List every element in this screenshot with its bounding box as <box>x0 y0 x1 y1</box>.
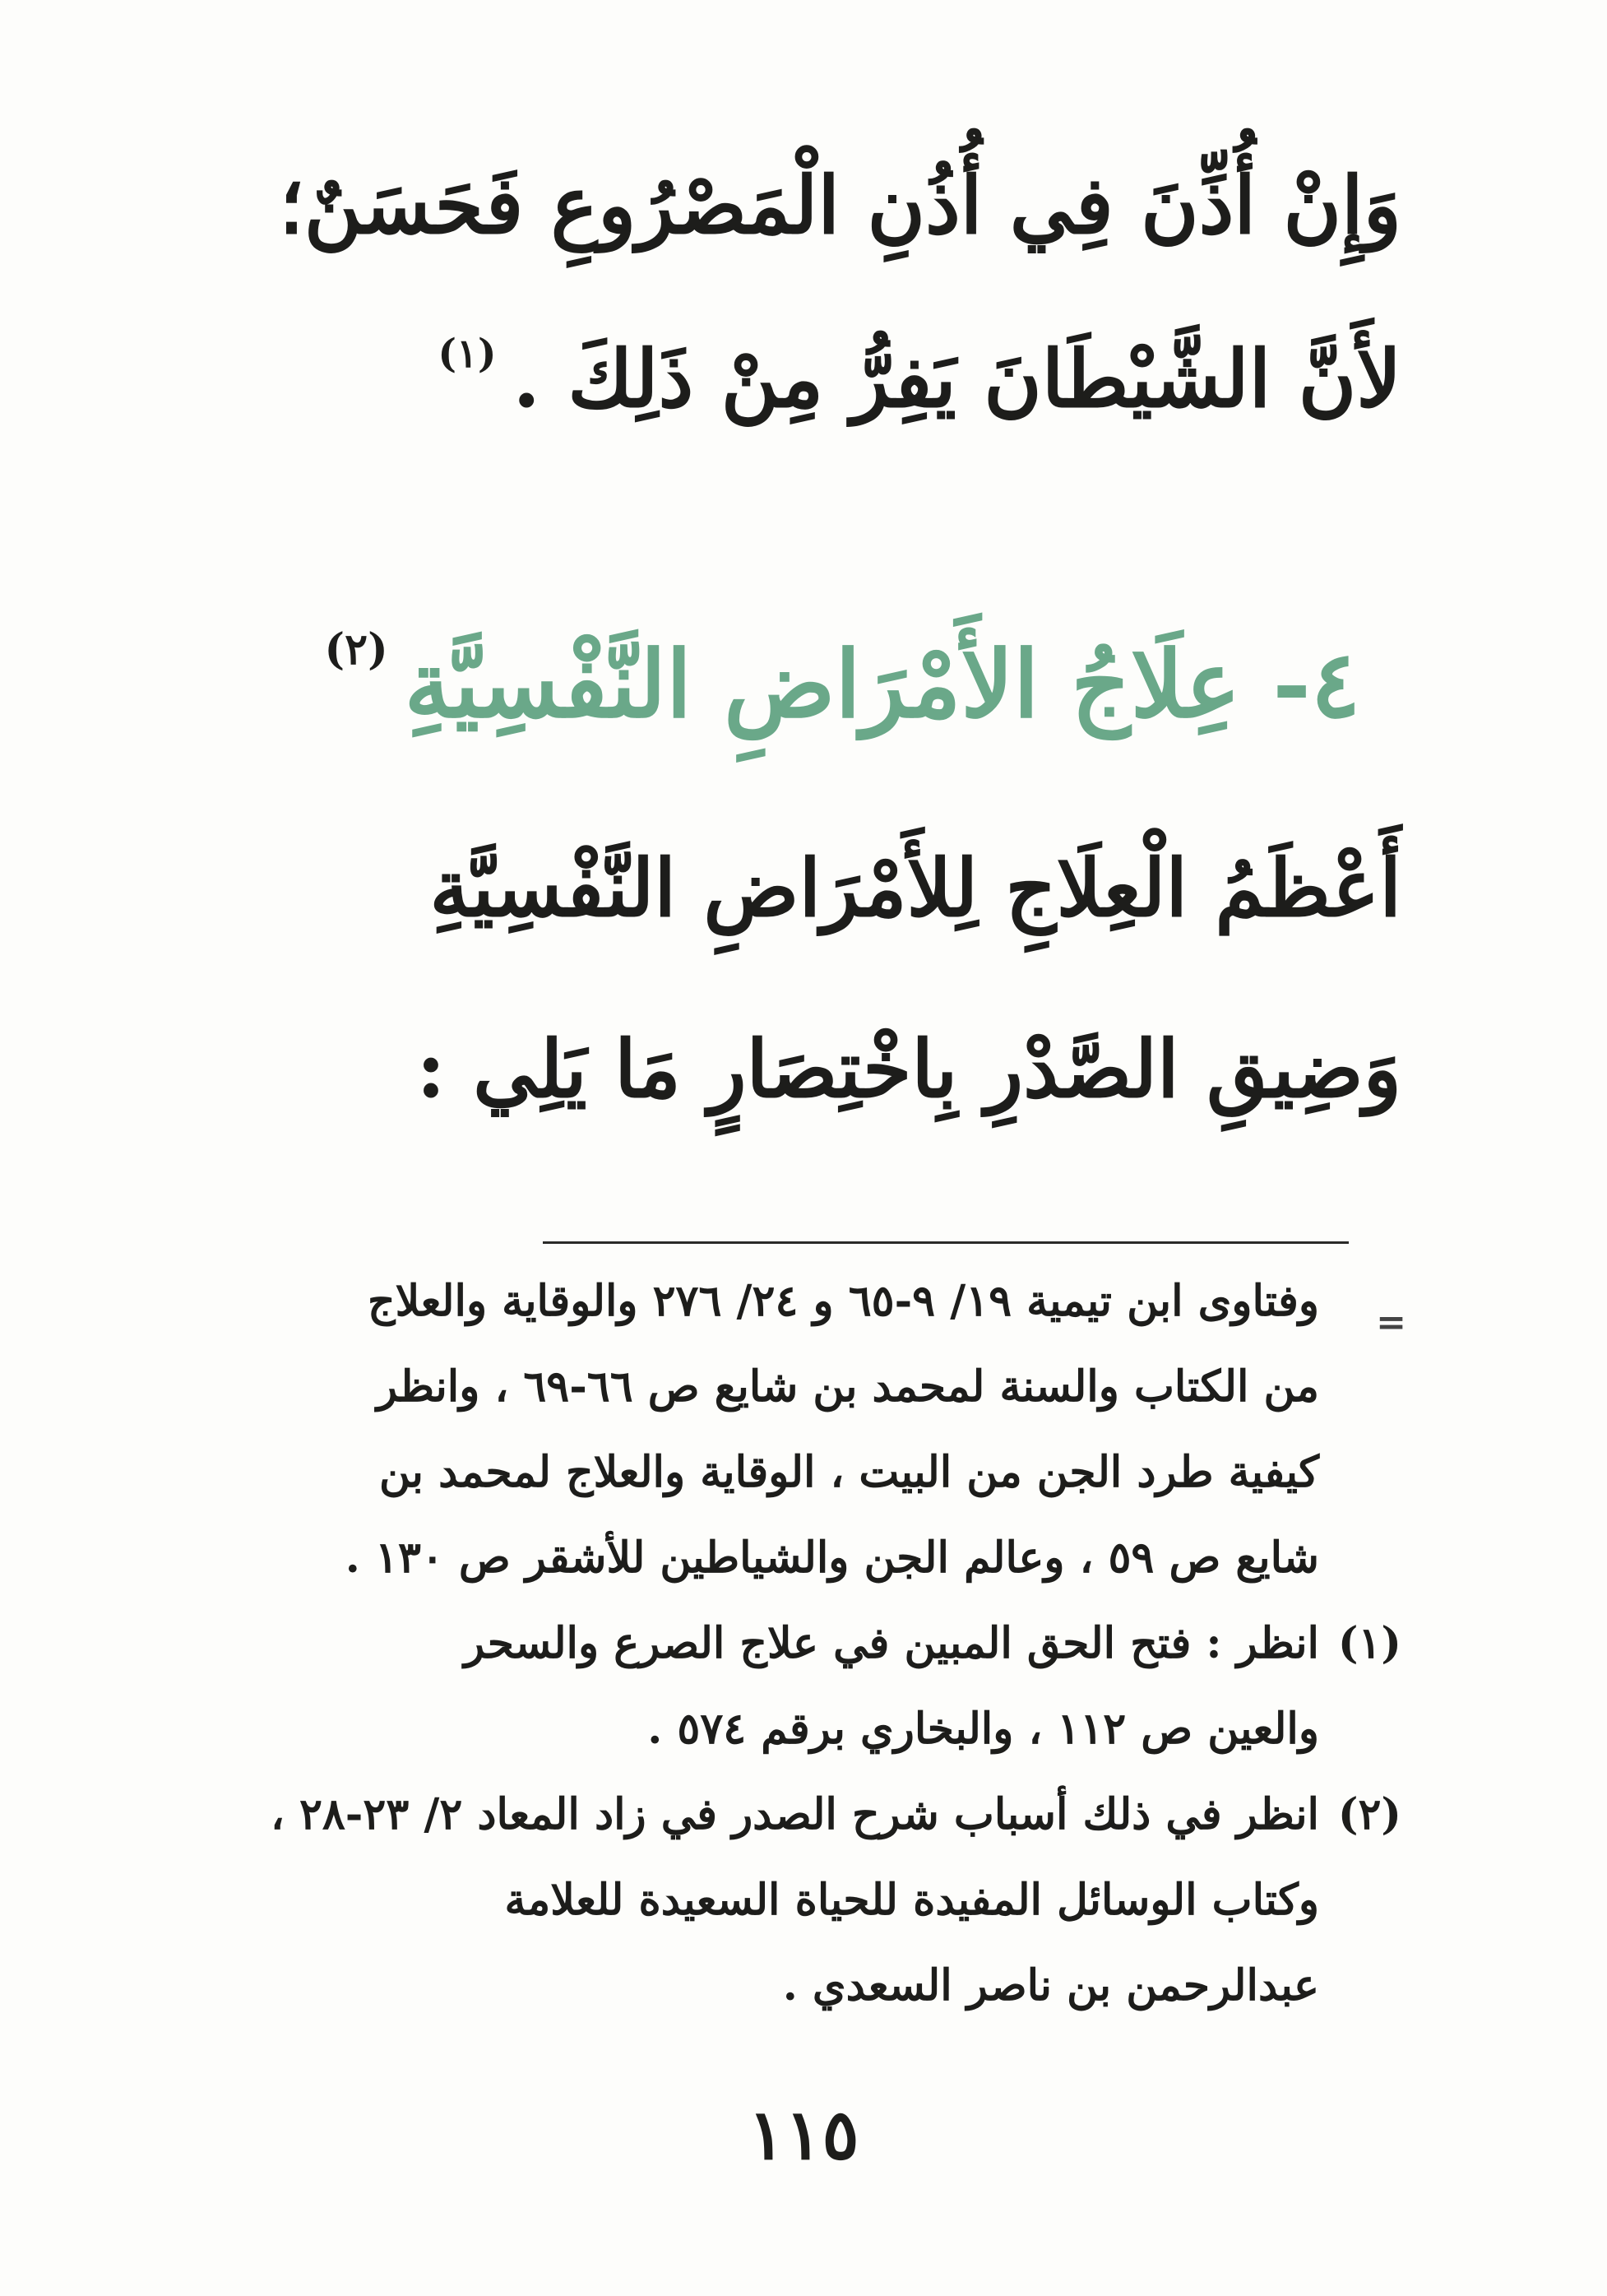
footnote-2 <box>164 1772 1401 1858</box>
footnote-ref-2: (٢) <box>324 624 388 675</box>
footnote-text: انظر في ذلك أسباب شرح الصدر في زاد المعاد ٢/ ٢٣-٢٨ ، <box>271 1789 1319 1839</box>
footnote-2-line: وكتاب الوسائل المفيدة للحياة السعيدة للعلامة <box>504 1875 1319 1925</box>
body-line-2 <box>164 296 1401 437</box>
footnote-1 <box>164 1601 1401 1686</box>
heading-text: ٤- عِلَاجُ الأَمْرَاضِ النَّفْسِيَّةِ <box>404 631 1360 739</box>
section-heading <box>206 584 1360 751</box>
footnote-continuation-line: شايع ص ٥٩ ، وعالم الجن والشياطين للأشقر ص ١٣٠ . <box>345 1533 1319 1583</box>
body-line-1 <box>164 148 1401 263</box>
footnote-number: (٢) <box>1337 1789 1401 1839</box>
footnote-text: انظر : فتح الحق المبين في علاج الصرع والسحر <box>464 1618 1319 1668</box>
footnote-number: (١) <box>1337 1618 1401 1668</box>
intro-line-2 <box>164 1012 1401 1127</box>
body-text: وَإِنْ أُذِّنَ فِي أُذُنِ الْمَصْرُوعِ فَحَسَنٌ؛ <box>279 159 1401 252</box>
intro-text: وَضِيقِ الصَّدْرِ بِاخْتِصَارٍ مَا يَلِي : <box>416 1023 1401 1116</box>
intro-line-1 <box>164 831 1401 946</box>
continuation-mark: = <box>1376 1301 1406 1343</box>
footnote-2-line: عبدالرحمن بن ناصر السعدي . <box>782 1960 1319 2011</box>
footnote-1-line: والعين ص ١١٢ ، والبخاري برقم ٥٧٤ . <box>647 1704 1319 1754</box>
footnote-continuation-line: كيفية طرد الجن من البيت ، الوقاية والعلاج لمحمد بن <box>378 1447 1319 1497</box>
footnote-ref-1: (١) <box>438 331 497 377</box>
footnotes <box>164 1259 1406 2029</box>
intro-text: أَعْظَمُ الْعِلَاجِ لِلأَمْرَاضِ النَّفْسِيَّةِ <box>429 842 1401 935</box>
body-text: لأَنَّ الشَّيْطَانَ يَفِرُّ مِنْ ذَلِكَ . <box>512 332 1401 425</box>
footnote-continuation-line: وفتاوى ابن تيمية ١٩/ ٩-٦٥ و ٢٤/ ٢٧٦ والوقاية والعلاج <box>368 1276 1319 1326</box>
page-number: ١١٥ <box>748 2094 859 2175</box>
footnote-continuation-line: من الكتاب والسنة لمحمد بن شايع ص ٦٦-٦٩ ، وانظر <box>376 1361 1319 1412</box>
footnote-separator <box>543 1241 1349 1244</box>
